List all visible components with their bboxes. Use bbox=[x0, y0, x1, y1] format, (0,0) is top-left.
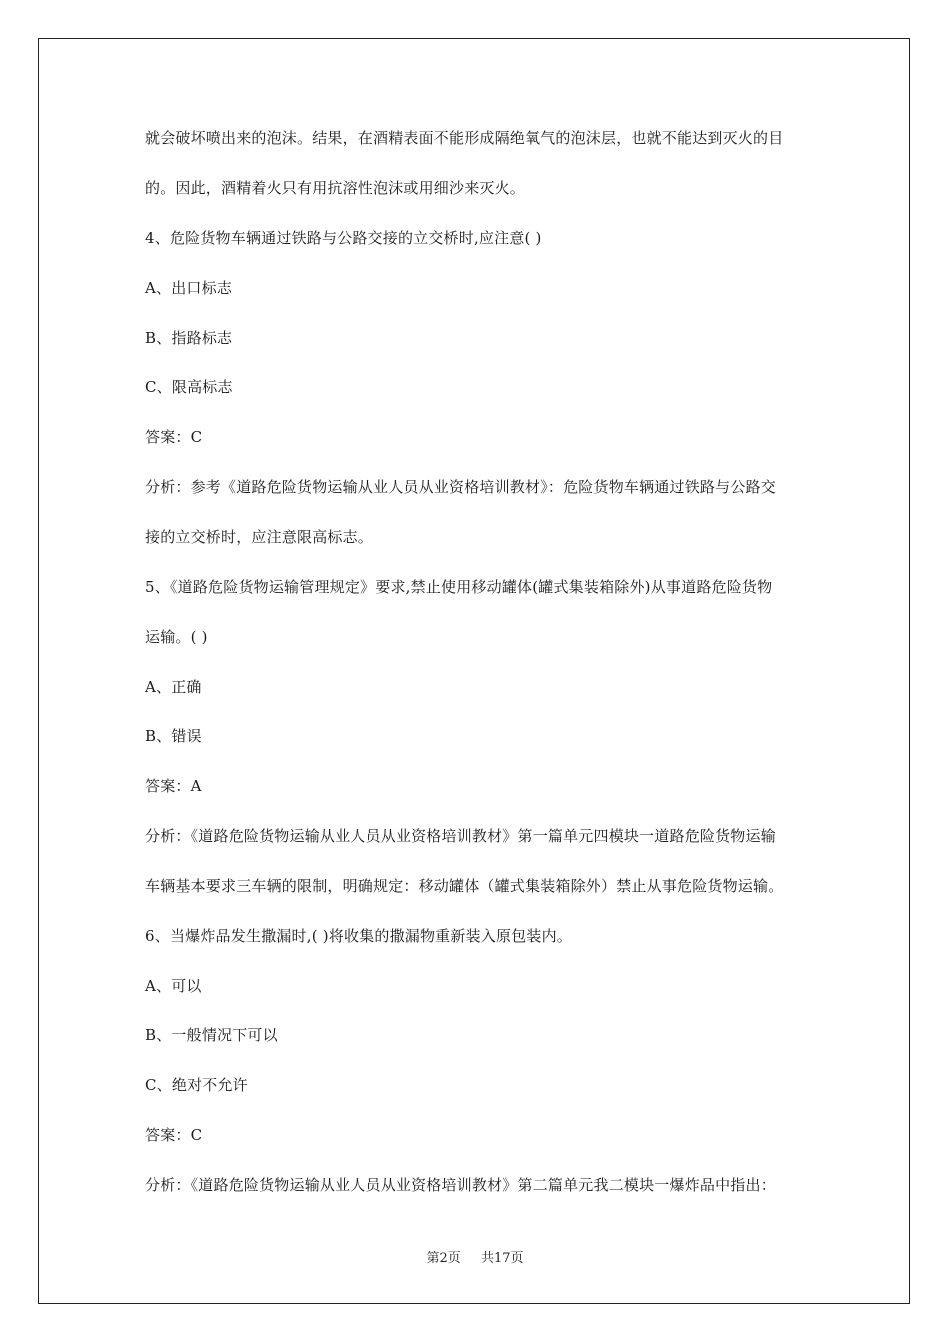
page-footer bbox=[0, 1247, 950, 1266]
question-6: 6、当爆炸品发生撒漏时,( )将收集的撒漏物重新装入原包装内。 bbox=[145, 927, 572, 945]
question-4: 4、危险货物车辆通过铁路与公路交接的立交桥时,应注意( ) bbox=[145, 229, 542, 247]
question-5-cont: 运输。( ) bbox=[145, 628, 208, 646]
option-c: C、绝对不允许 bbox=[145, 1076, 248, 1094]
answer: 答案：A bbox=[145, 777, 202, 795]
text-line: 就会破坏喷出来的泡沫。结果，在酒精表面不能形成隔绝氧气的泡沫层，也就不能达到灭火的目 bbox=[145, 129, 784, 147]
option-b: B、错误 bbox=[145, 727, 202, 745]
option-b: B、指路标志 bbox=[145, 329, 233, 347]
page-total: 共17页 bbox=[481, 1251, 524, 1266]
analysis: 分析：《道路危险货物运输从业人员从业资格培训教材》第一篇单元四模块一道路危险货物运输 bbox=[145, 827, 776, 845]
option-a: A、出口标志 bbox=[145, 279, 233, 297]
analysis: 分析：参考《道路危险货物运输从业人员从业资格培训教材》：危险货物车辆通过铁路与公路交 bbox=[145, 478, 776, 496]
analysis-cont: 车辆基本要求三车辆的限制，明确规定：移动罐体（罐式集装箱除外）禁止从事危险货物运输。 bbox=[145, 877, 784, 895]
answer: 答案：C bbox=[145, 1126, 203, 1144]
page-number: 第2页 bbox=[426, 1251, 461, 1266]
option-a: A、可以 bbox=[145, 977, 202, 995]
analysis: 分析：《道路危险货物运输从业人员从业资格培训教材》第二篇单元我二模块一爆炸品中指出： bbox=[145, 1176, 776, 1194]
option-c: C、限高标志 bbox=[145, 378, 233, 396]
text-line: 的。因此，酒精着火只有用抗溶性泡沫或用细沙来灭火。 bbox=[145, 179, 526, 197]
analysis-cont: 接的立交桥时，应注意限高标志。 bbox=[145, 528, 374, 546]
answer: 答案：C bbox=[145, 428, 203, 446]
question-5: 5、《道路危险货物运输管理规定》要求,禁止使用移动罐体(罐式集装箱除外)从事道路危险货物 bbox=[145, 578, 773, 596]
option-a: A、正确 bbox=[145, 678, 202, 696]
option-b: B、一般情况下可以 bbox=[145, 1026, 278, 1044]
